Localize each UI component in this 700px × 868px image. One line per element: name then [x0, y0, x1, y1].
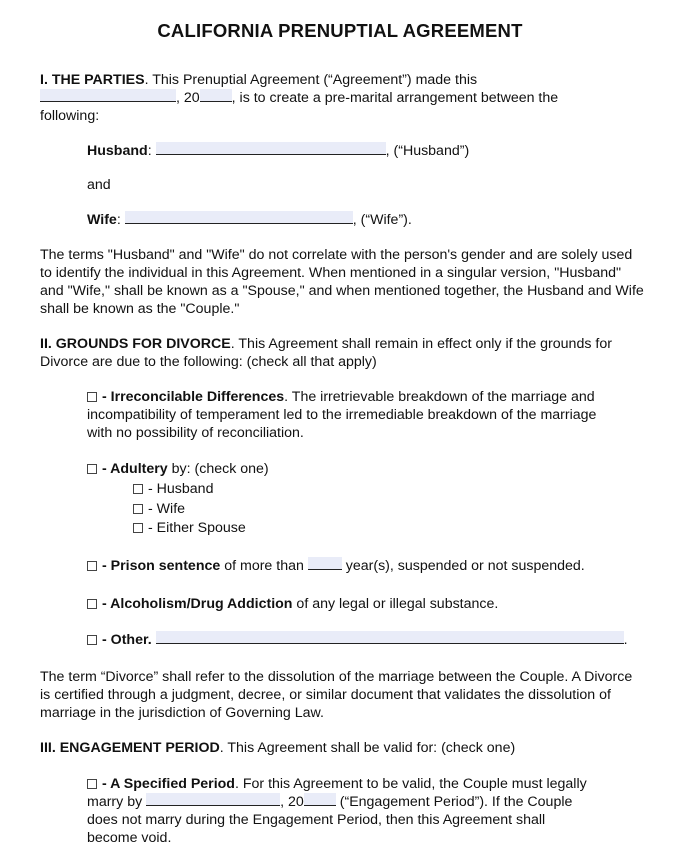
marry-by-year-field[interactable]: [304, 793, 336, 806]
wife-row: Wife: , (“Wife”).: [87, 212, 412, 228]
engagement-intro: III. ENGAGEMENT PERIOD. This Agreement shall be valid for: (check one): [40, 740, 516, 756]
husband-row: Husband: , (“Husband”): [87, 143, 470, 159]
document-title: CALIFORNIA PRENUPTIAL AGREEMENT: [157, 20, 523, 41]
adultery-wife-checkbox[interactable]: [133, 504, 143, 514]
irreconcilable-item: - Irreconcilable Differences. The irretrievable breakdown of the marriage and incompatibility of temperament led to the irremediable breakdown of the marriage with no possibility of reconciliation.: [87, 389, 597, 441]
wife-name-field[interactable]: [125, 211, 353, 224]
specified-period-checkbox[interactable]: [87, 779, 97, 789]
adultery-husband-checkbox[interactable]: [133, 484, 143, 494]
agreement-year-field[interactable]: [200, 89, 232, 102]
other-checkbox[interactable]: [87, 635, 97, 645]
alcohol-item: - Alcoholism/Drug Addiction of any legal or illegal substance.: [87, 595, 647, 613]
agreement-day-field[interactable]: [40, 89, 176, 102]
adultery-checkbox[interactable]: [87, 464, 97, 474]
adultery-option-wife: - Wife: [133, 500, 433, 518]
terms-paragraph: The terms "Husband" and "Wife" do not correlate with the person's gender and are solely used to identify the individual in this Agreement. When mentioned in a singular version, "Husband" and "Wife," shall be known as a "Spouse," and when mentioned together, the Husband and Wife shall be known as the "Couple.": [40, 247, 644, 317]
and-text: and: [87, 177, 111, 193]
prison-checkbox[interactable]: [87, 561, 97, 571]
irreconcilable-checkbox[interactable]: [87, 392, 97, 402]
husband-label: Husband: [87, 143, 148, 159]
other-reason-field[interactable]: [156, 631, 624, 644]
other-item: - Other. .: [87, 631, 647, 649]
adultery-either-checkbox[interactable]: [133, 523, 143, 533]
prison-years-field[interactable]: [308, 557, 342, 570]
grounds-heading: II. GROUNDS FOR DIVORCE: [40, 336, 231, 352]
parties-intro: I. THE PARTIES. This Prenuptial Agreement (“Agreement”) made this , 20 , is to create a pre-marital arrangement between the following:: [40, 72, 559, 124]
parties-heading: I. THE PARTIES: [40, 72, 145, 88]
adultery-item: - Adultery by: (check one): [87, 460, 647, 478]
grounds-intro: II. GROUNDS FOR DIVORCE. This Agreement shall remain in effect only if the grounds for Divorce are due to the following: (check all that apply): [40, 336, 612, 370]
marry-by-date-field[interactable]: [146, 793, 280, 806]
prison-item: - Prison sentence of more than year(s), suspended or not suspended.: [87, 557, 647, 575]
adultery-option-husband: - Husband: [133, 480, 433, 498]
adultery-option-either: - Either Spouse: [133, 519, 433, 537]
alcohol-checkbox[interactable]: [87, 599, 97, 609]
husband-name-field[interactable]: [156, 142, 386, 155]
wife-label: Wife: [87, 212, 117, 228]
engagement-heading: III. ENGAGEMENT PERIOD: [40, 740, 220, 756]
divorce-definition: The term “Divorce” shall refer to the dissolution of the marriage between the Couple. A Divorce is certified through a judgment, decree, or similar document that validates the dissolution of marriage in the jurisdiction of Governing Law.: [40, 669, 633, 721]
specified-period-item: - A Specified Period. For this Agreement to be valid, the Couple must legally marry by , 20 (“Engagement Period”). If the Couple does not marry during the Engagement Period, then this Agreement shall become void.: [87, 776, 587, 846]
